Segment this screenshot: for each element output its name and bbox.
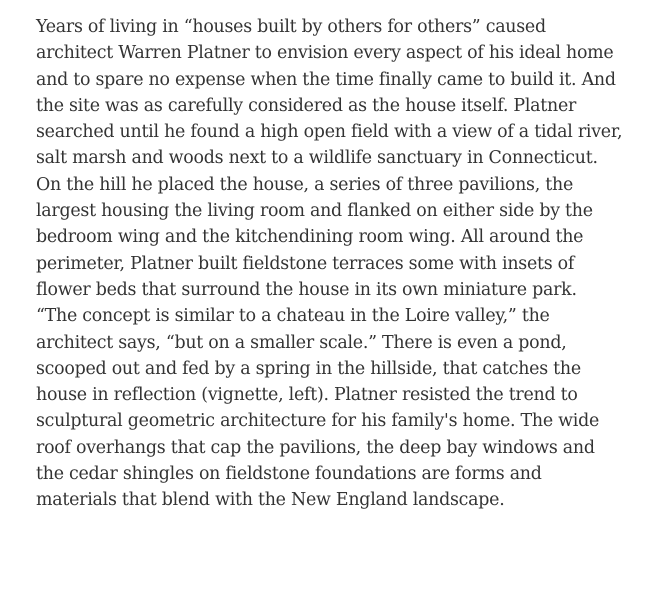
- article-line: architect says, “but on a smaller scale.” There is even a pond,: [36, 332, 567, 353]
- article-line: “The concept is similar to a chateau in the Loire valley,” the: [36, 306, 550, 327]
- article-line: the site was as carefully considered as the house itself. Platner: [36, 95, 577, 116]
- article-line: On the hill he placed the house, a series of three pavilions, the: [36, 174, 574, 195]
- article-line: salt marsh and woods next to a wildlife sanctuary in Connecticut.: [36, 148, 598, 169]
- article-line: materials that blend with the New England landscape.: [36, 490, 505, 511]
- article-line: sculptural geometric architecture for his family's home. The wide: [36, 411, 600, 432]
- article-line: flower beds that surround the house in its own miniature park.: [36, 279, 577, 300]
- article-line: bedroom wing and the kitchendining room wing. All around the: [36, 227, 584, 248]
- article-line: searched until he found a high open field with a view of a tidal river,: [36, 122, 623, 143]
- article-line: Years of living in “houses built by others for others” caused: [36, 17, 546, 37]
- article-line: perimeter, Platner built fieldstone terraces some with insets of: [36, 253, 575, 274]
- article-line: and to spare no expense when the time finally came to build it. And: [36, 69, 616, 90]
- article-line: the cedar shingles on fieldstone foundations are forms and: [36, 464, 542, 485]
- article-line: house in reflection (vignette, left). Platner resisted the trend to: [36, 385, 578, 406]
- article-line: largest housing the living room and flanked on either side by the: [36, 201, 593, 222]
- article-line: architect Warren Platner to envision every aspect of his ideal home: [36, 43, 614, 64]
- article-line: roof overhangs that cap the pavilions, the deep bay windows and: [36, 437, 595, 458]
- article-line: scooped out and fed by a spring in the hillside, that catches the: [36, 358, 581, 379]
- article-body: [36, 14, 664, 514]
